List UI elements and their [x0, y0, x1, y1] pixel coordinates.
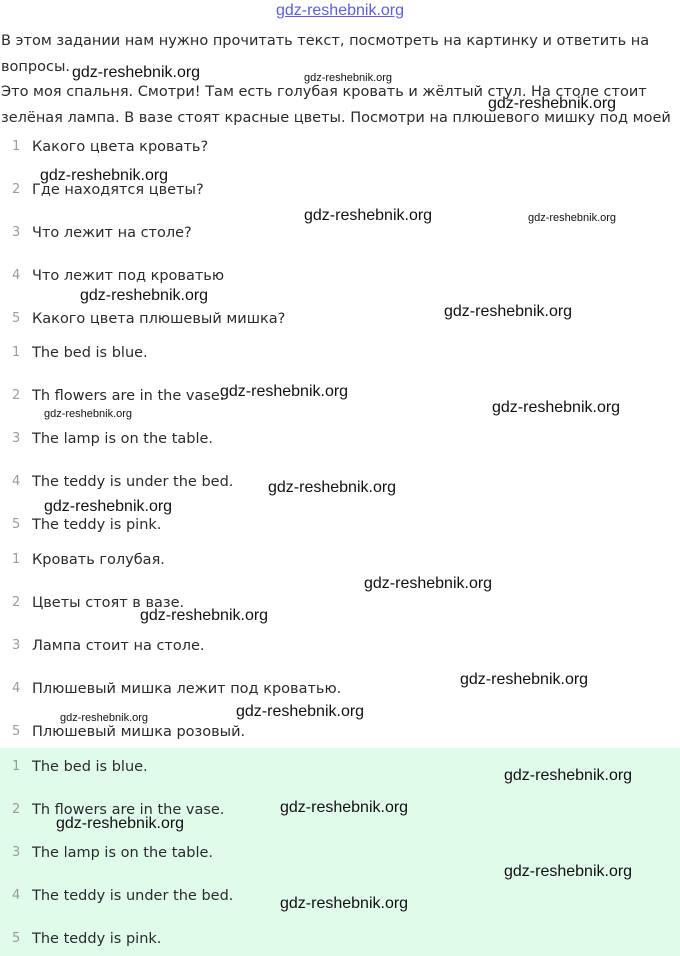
list-item	[0, 265, 680, 289]
item-number: 4	[12, 268, 21, 283]
list-item	[0, 549, 680, 573]
watermark: gdz-reshebnik.org	[528, 212, 617, 224]
list-item	[0, 136, 680, 160]
item-text: The bed is blue.	[32, 345, 148, 361]
item-number: 1	[12, 552, 21, 567]
item-text: Какого цвета кровать?	[32, 139, 209, 155]
watermark: gdz-reshebnik.org	[460, 671, 589, 688]
intro-line: Это моя спальня. Смотри! Там есть голубая кровать и жёлтый стул. На столе стоит	[1, 84, 647, 100]
intro-line: В этом задании нам нужно прочитать текст, посмотреть на картинку и ответить на	[1, 33, 650, 49]
watermark: gdz-reshebnik.org	[444, 303, 573, 320]
item-text: Плюшевый мишка лежит под кроватью.	[32, 681, 342, 697]
item-number: 3	[12, 845, 21, 860]
item-number: 3	[12, 225, 21, 240]
watermark: gdz-reshebnik.org	[236, 703, 365, 720]
item-number: 3	[12, 431, 21, 446]
list-item	[0, 308, 680, 332]
item-text: Где находятся цветы?	[32, 182, 204, 198]
watermark: gdz-reshebnik.org	[304, 207, 433, 224]
watermark: gdz-reshebnik.org	[80, 287, 209, 304]
watermark: gdz-reshebnik.org	[140, 607, 269, 624]
watermark: gdz-reshebnik.org	[280, 799, 409, 816]
intro-line: вопросы.	[1, 58, 71, 75]
item-text: Лампа стоит на столе.	[32, 638, 205, 654]
watermark: gdz-reshebnik.org	[268, 479, 397, 496]
item-text: Что лежит на столе?	[32, 225, 192, 241]
item-number: 5	[12, 931, 21, 946]
list-item	[0, 514, 680, 538]
item-text: The teddy is under the bed.	[32, 888, 234, 904]
item-text: The lamp is on the table.	[32, 431, 214, 447]
watermark: gdz-reshebnik.org	[220, 383, 349, 400]
watermark: gdz-reshebnik.org	[60, 712, 149, 724]
item-number: 2	[12, 595, 21, 610]
item-text: The teddy is pink.	[32, 931, 162, 947]
item-text: The teddy is pink.	[32, 517, 162, 533]
item-text: Что лежит под кроватью	[32, 268, 225, 284]
watermark: gdz-reshebnik.org	[44, 498, 173, 515]
item-number: 4	[12, 681, 21, 696]
item-text: The teddy is under the bed.	[32, 474, 234, 490]
item-text: Th flowers are in the vase.	[32, 388, 225, 404]
item-number: 3	[12, 638, 21, 653]
item-number: 2	[12, 182, 21, 197]
item-number: 1	[12, 139, 21, 154]
item-number: 4	[12, 474, 21, 489]
watermark: gdz-reshebnik.org	[488, 95, 617, 112]
watermark: gdz-reshebnik.org	[280, 895, 409, 912]
watermark: gdz-reshebnik.org	[304, 72, 393, 84]
item-number: 1	[12, 345, 21, 360]
watermark: gdz-reshebnik.org	[504, 767, 633, 784]
item-text: The lamp is on the table.	[32, 845, 214, 861]
item-text: The bed is blue.	[32, 759, 148, 775]
item-text: Th flowers are in the vase.	[32, 802, 225, 818]
intro-line: зелёная лампа. В вазе стоят красные цветы. Посмотри на плюшевого мишку под моей	[1, 109, 671, 126]
item-number: 2	[12, 802, 21, 817]
list-item	[0, 635, 680, 659]
watermark: gdz-reshebnik.org	[492, 399, 621, 416]
list-item	[0, 592, 680, 616]
item-text: Кровать голубая.	[32, 552, 165, 568]
list-item	[0, 342, 680, 366]
watermark: gdz-reshebnik.org	[72, 64, 201, 81]
item-text: Цветы стоят в вазе.	[32, 595, 185, 611]
list-item	[0, 428, 680, 452]
item-number: 4	[12, 888, 21, 903]
list-item	[0, 222, 680, 246]
site-header-link[interactable]: gdz-reshebnik.org	[275, 2, 405, 19]
watermark: gdz-reshebnik.org	[364, 575, 493, 592]
watermark: gdz-reshebnik.org	[56, 815, 185, 832]
list-item	[0, 721, 680, 745]
list-item	[0, 928, 680, 952]
item-text: Плюшевый мишка розовый.	[32, 724, 246, 740]
watermark: gdz-reshebnik.org	[40, 167, 169, 184]
item-number: 2	[12, 388, 21, 403]
item-number: 5	[12, 311, 21, 326]
item-text: Какого цвета плюшевый мишка?	[32, 311, 286, 327]
item-number: 5	[12, 724, 21, 739]
item-number: 1	[12, 759, 21, 774]
watermark: gdz-reshebnik.org	[504, 863, 633, 880]
item-number: 5	[12, 517, 21, 532]
watermark: gdz-reshebnik.org	[44, 408, 133, 420]
